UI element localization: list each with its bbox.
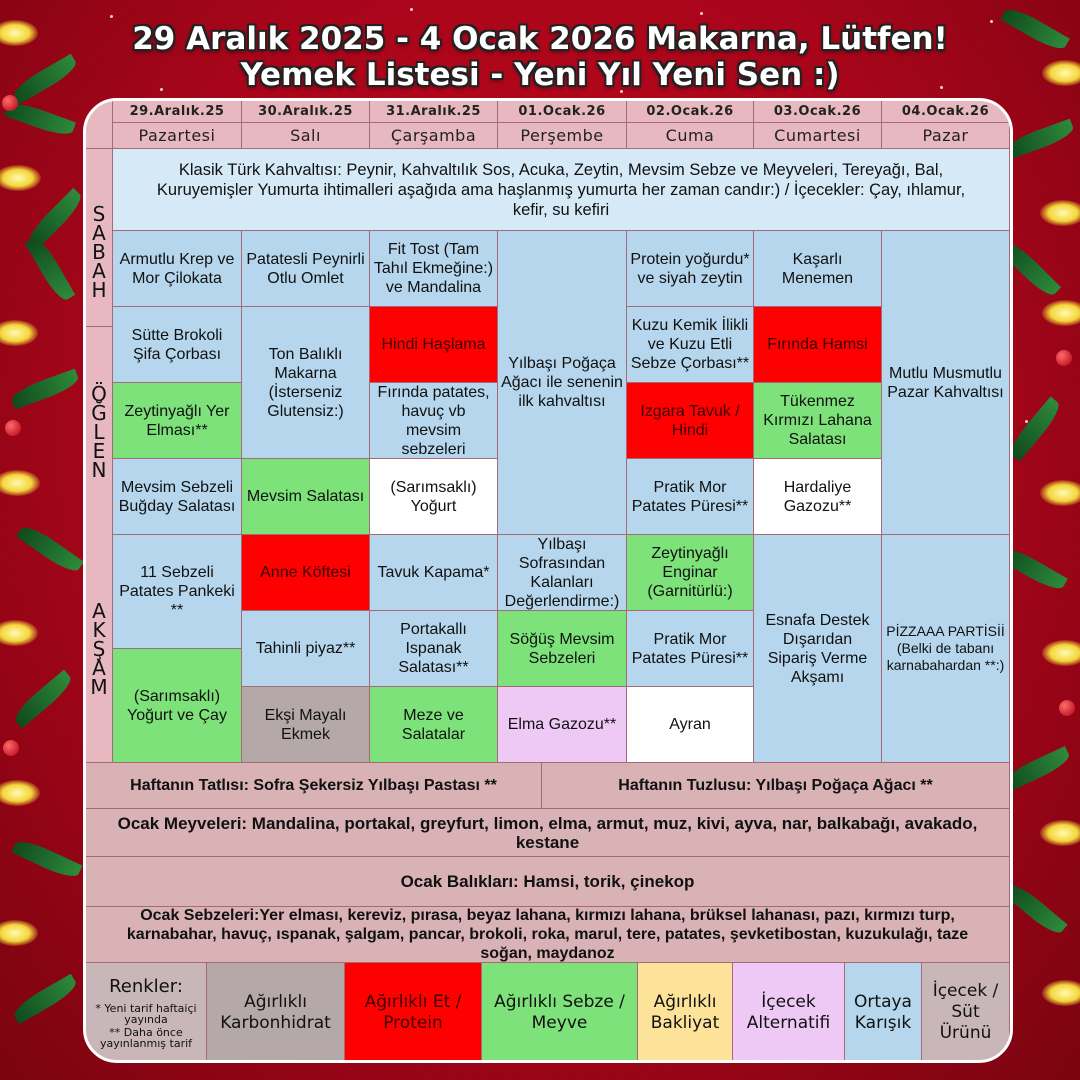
legend-drink-dairy: İçecek / Süt Ürünü bbox=[922, 963, 1010, 1063]
day-name: Cumartesi bbox=[754, 123, 882, 149]
january-fruits: Ocak Meyveleri: Mandalina, portakal, greyfurt, limon, elma, armut, muz, kivi, ayva, nar, balkabağı, avakado, kestane bbox=[86, 809, 1010, 857]
meal-cell: Yılbaşı Sofrasından Kalanları Değerlendirme:) bbox=[498, 535, 627, 611]
weekly-savory: Haftanın Tuzlusu: Yılbaşı Poğaça Ağacı ** bbox=[542, 763, 1010, 809]
legend-vegetable: Ağırlıklı Sebze / Meyve bbox=[482, 963, 638, 1063]
meal-cell: Zeytinyağlı Enginar (Garnitürlü:) bbox=[627, 535, 754, 611]
meal-cell: (Sarımsaklı) Yoğurt bbox=[370, 459, 498, 535]
label-letter: N bbox=[91, 457, 107, 482]
label-letter: L bbox=[93, 419, 105, 444]
page-title: 29 Aralık 2025 - 4 Ocak 2026 Makarna, Lütfen! bbox=[132, 21, 948, 57]
legend-note-new: * Yeni tarif haftaiçi yayında bbox=[95, 1002, 197, 1026]
day-date: 02.Ocak.26 bbox=[627, 101, 754, 123]
meal-cell: Pratik Mor Patates Püresi** bbox=[627, 611, 754, 687]
meal-cell: Hindi Haşlama bbox=[370, 307, 498, 383]
label-letter: A bbox=[92, 221, 106, 245]
weekly-dessert: Haftanın Tatlısı: Sofra Şekersiz Yılbaşı Pastası ** bbox=[86, 763, 542, 809]
garland-left-decoration bbox=[0, 0, 85, 1080]
meal-cell: Kuzu Kemik İlikli ve Kuzu Etli Sebze Çorbası** bbox=[627, 307, 754, 383]
meal-cell: Ekşi Mayalı Ekmek bbox=[242, 687, 370, 763]
meal-cell: (Sarımsaklı) Yoğurt ve Çay bbox=[113, 649, 242, 763]
label-letter: B bbox=[92, 240, 106, 264]
legend-note-published: ** Daha önce yayınlanmış tarif bbox=[99, 1026, 193, 1050]
meal-cell: Esnafa Destek Dışarıdan Sipariş Verme Akşamı bbox=[754, 535, 882, 763]
day-name: Pazar bbox=[882, 123, 1010, 149]
label-letter: Ş bbox=[92, 637, 106, 661]
meal-cell: Zeytinyağlı Yer Elması** bbox=[113, 383, 242, 459]
legend-title-cell bbox=[86, 963, 207, 1063]
legend-protein: Ağırlıklı Et / Protein bbox=[345, 963, 482, 1063]
legend-mixed: Ortaya Karışık bbox=[845, 963, 922, 1063]
meal-cell: Izgara Tavuk / Hindi bbox=[627, 383, 754, 459]
meal-cell: 11 Sebzeli Patates Pankeki ** bbox=[113, 535, 242, 649]
label-letter: E bbox=[92, 438, 106, 463]
header-corner bbox=[86, 101, 113, 149]
january-vegetables: Ocak Sebzeleri:Yer elması, kereviz, pırasa, beyaz lahana, kırmızı lahana, brüksel lahanası, pazı, kırmızı turp, karnabahar, havuç, ıspanak, şalgam, pancar, brokoli, roka, marul, tere, patates, şevketibostan, kuzukulağı, taze soğan, maydanoz bbox=[86, 907, 1010, 963]
day-name: Pazartesi bbox=[113, 123, 242, 149]
day-name: Salı bbox=[242, 123, 370, 149]
day-name: Çarşamba bbox=[370, 123, 498, 149]
day-name: Cuma bbox=[627, 123, 754, 149]
meal-cell: Ayran bbox=[627, 687, 754, 763]
meal-cell: Kaşarlı Menemen bbox=[754, 231, 882, 307]
day-date: 29.Aralık.25 bbox=[113, 101, 242, 123]
meal-cell: Ton Balıklı Makarna (İsterseniz Glutensiz:) bbox=[242, 307, 370, 459]
meal-cell: Yılbaşı Poğaça Ağacı ile senenin ilk kahvaltısı bbox=[498, 231, 627, 535]
meal-cell: Anne Köftesi bbox=[242, 535, 370, 611]
breakfast-classic: Klasik Türk Kahvaltısı: Peynir, Kahvaltılık Sos, Acuka, Zeytin, Mevsim Sebze ve Meyveleri, Tereyağı, Bal, Kuruyemişler Yumurta ihtimalleri aşağıda ama haşlanmış yumurta her zaman candır:) / İçecekler: Çay, ıhlamur, kefir, su kefiri bbox=[113, 149, 1010, 231]
meal-cell: Mutlu Musmutlu Pazar Kahvaltısı bbox=[882, 231, 1010, 535]
meal-cell: Meze ve Salatalar bbox=[370, 687, 498, 763]
meal-cell: Hardaliye Gazozu** bbox=[754, 459, 882, 535]
label-letter: K bbox=[92, 618, 106, 642]
legend-title: Renkler: bbox=[109, 976, 183, 997]
day-name: Perşembe bbox=[498, 123, 627, 149]
meal-cell: Söğüş Mevsim Sebzeleri bbox=[498, 611, 627, 687]
label-letter: S bbox=[92, 202, 106, 226]
day-date: 04.Ocak.26 bbox=[882, 101, 1010, 123]
meal-cell: Patatesli Peynirli Otlu Omlet bbox=[242, 231, 370, 307]
label-letter: H bbox=[91, 278, 107, 302]
january-fish: Ocak Balıkları: Hamsi, torik, çinekop bbox=[86, 857, 1010, 907]
label-letter: A bbox=[92, 599, 106, 623]
meal-cell: Sütte Brokoli Şifa Çorbası bbox=[113, 307, 242, 383]
meal-cell: Tavuk Kapama* bbox=[370, 535, 498, 611]
meal-cell: Pratik Mor Patates Püresi** bbox=[627, 459, 754, 535]
legend-drink-alternative: İçecek Alternatifi bbox=[733, 963, 845, 1063]
day-date: 30.Aralık.25 bbox=[242, 101, 370, 123]
meal-cell: PİZZAAA PARTİSİİ (Belki de tabanı karnabahardan **:) bbox=[882, 535, 1010, 763]
meal-cell: Armutlu Krep ve Mor Çilokata bbox=[113, 231, 242, 307]
meal-cell: Protein yoğurdu* ve siyah zeytin bbox=[627, 231, 754, 307]
day-date: 01.Ocak.26 bbox=[498, 101, 627, 123]
label-letter: A bbox=[92, 656, 106, 680]
legend-carbohydrate: Ağırlıklı Karbonhidrat bbox=[207, 963, 345, 1063]
label-letter: Ö bbox=[91, 381, 107, 406]
meal-cell: Portakallı Ispanak Salatası** bbox=[370, 611, 498, 687]
meal-cell: Fırında Hamsi bbox=[754, 307, 882, 383]
label-letter: A bbox=[92, 259, 106, 283]
meal-cell: Elma Gazozu** bbox=[498, 687, 627, 763]
menu-board bbox=[83, 98, 1013, 1063]
meal-cell: Tükenmez Kırmızı Lahana Salatası bbox=[754, 383, 882, 459]
legend-legume: Ağırlıklı Bakliyat bbox=[638, 963, 733, 1063]
meal-label-oglen bbox=[86, 327, 113, 537]
label-letter: M bbox=[90, 675, 108, 699]
meal-label-sabah bbox=[86, 149, 113, 327]
meal-cell: Tahinli piyaz** bbox=[242, 611, 370, 687]
day-date: 03.Ocak.26 bbox=[754, 101, 882, 123]
page-subtitle: Yemek Listesi - Yeni Yıl Yeni Sen :) bbox=[240, 57, 840, 93]
meal-label-aksam bbox=[86, 537, 113, 763]
meal-cell: Fırında patates, havuç vb mevsim sebzeleri bbox=[370, 383, 498, 459]
meal-cell: Mevsim Sebzeli Buğday Salatası bbox=[113, 459, 242, 535]
label-letter: Ğ bbox=[91, 400, 107, 425]
meal-cell: Mevsim Salatası bbox=[242, 459, 370, 535]
day-date: 31.Aralık.25 bbox=[370, 101, 498, 123]
meal-cell: Fit Tost (Tam Tahıl Ekmeğine:) ve Mandalina bbox=[370, 231, 498, 307]
